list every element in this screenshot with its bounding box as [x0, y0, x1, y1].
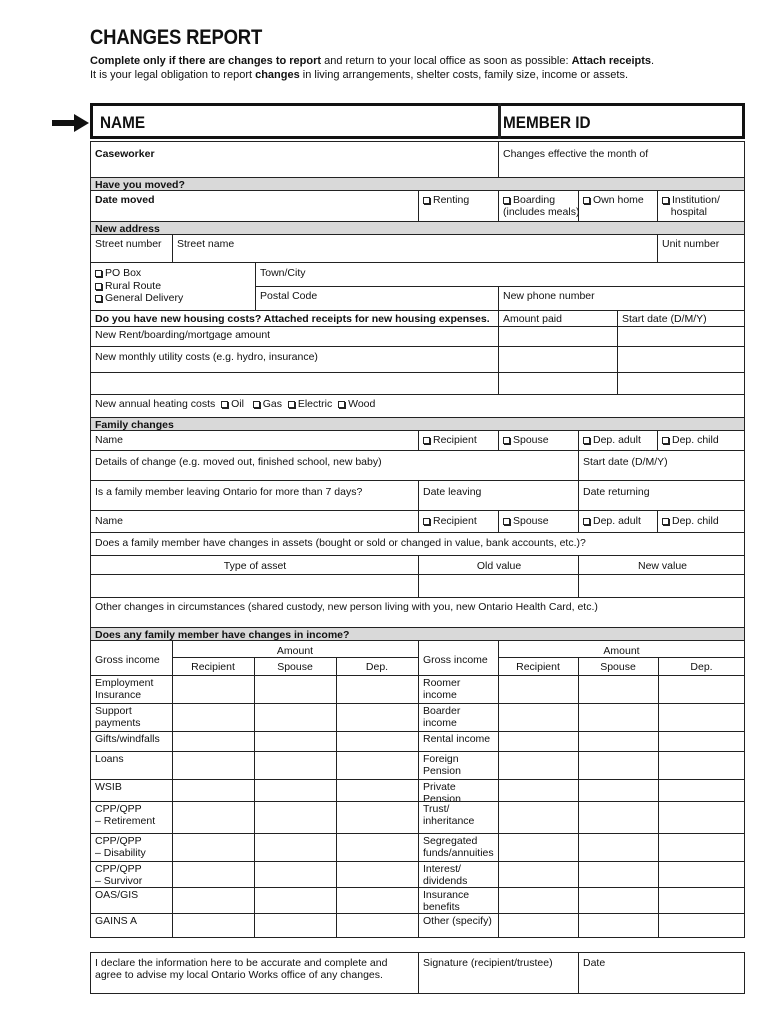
page-title: CHANGES REPORT: [90, 26, 263, 49]
recipient-col-right: Recipient: [516, 661, 560, 673]
postal-code-field[interactable]: Postal Code: [260, 290, 318, 302]
assets-question: Does a family member have changes in assets (bought or sold or changed in value, bank accounts, etc.)?: [95, 537, 586, 549]
own-home-checkbox[interactable]: Own home: [580, 192, 647, 208]
family-name-field[interactable]: Name: [95, 434, 124, 446]
income-row-label: Boarder income: [423, 705, 461, 729]
income-row-label: GAINS A: [95, 915, 138, 927]
income-row-label: Foreign Pension: [423, 753, 461, 777]
income-row-label: CPP/QPP – Survivor: [95, 863, 143, 887]
income-row-label: Segregated funds/annuities: [423, 835, 494, 859]
recipient-col-left: Recipient: [191, 661, 235, 673]
member-id-field[interactable]: MEMBER ID: [503, 113, 591, 132]
town-city-field[interactable]: Town/City: [260, 267, 306, 279]
leaving-ontario-field[interactable]: Is a family member leaving Ontario for more than 7 days?: [95, 486, 363, 498]
dep-child-checkbox[interactable]: Dep. child: [659, 432, 722, 448]
family-section-heading: Family changes: [95, 419, 174, 431]
income-row-label: WSIB: [95, 781, 122, 793]
income-row-label: Employment Insurance: [95, 677, 154, 701]
income-row-label: Interest/ dividends: [423, 863, 468, 887]
street-name-field[interactable]: Street name: [177, 238, 235, 250]
dep-child2-checkbox[interactable]: Dep. child: [659, 513, 722, 529]
renting-checkbox[interactable]: Renting: [420, 192, 472, 208]
date-returning-field[interactable]: Date returning: [583, 486, 650, 498]
spouse-checkbox[interactable]: Spouse: [500, 432, 552, 448]
amount-right-label: Amount: [603, 645, 640, 657]
institution-checkbox[interactable]: Institution/ hospital: [659, 192, 723, 220]
income-row-label: Rental income: [423, 733, 491, 745]
income-row-label: Roomer income: [423, 677, 461, 701]
address-section-heading: New address: [95, 223, 160, 235]
delivery-type-checkboxes[interactable]: PO Box Rural Route General Delivery: [92, 265, 186, 307]
type-of-asset-label: Type of asset: [223, 560, 287, 572]
housing-section-heading: Do you have new housing costs? Attached receipts for new housing expenses.: [95, 313, 490, 325]
utility-field[interactable]: New monthly utility costs (e.g. hydro, insurance): [95, 351, 318, 363]
start-date-label: Start date (D/M/Y): [622, 313, 707, 325]
income-row-label: CPP/QPP – Retirement: [95, 803, 156, 827]
date-field[interactable]: Date: [583, 957, 606, 969]
recipient2-checkbox[interactable]: Recipient: [420, 513, 480, 529]
old-value-label: Old value: [476, 560, 522, 572]
family-start-date-field[interactable]: Start date (D/M/Y): [583, 456, 668, 468]
rent-field[interactable]: New Rent/boarding/mortgage amount: [95, 329, 271, 341]
date-moved-field[interactable]: Date moved: [95, 194, 155, 206]
dep-col-left: Dep.: [365, 661, 389, 673]
intro-text: Complete only if there are changes to report and return to your local office as soon as possible: Attach receipts. It is your legal obligation to report changes in living arrangements, shelter costs, family size, income or assets.: [90, 55, 655, 81]
new-value-label: New value: [637, 560, 688, 572]
gross-income-right-label: Gross income: [423, 654, 488, 666]
spouse-col-right: Spouse: [600, 661, 636, 673]
declaration-text: I declare the information here to be accurate and complete and agree to advise my local Ontario Works office of any changes.: [95, 957, 388, 981]
date-leaving-field[interactable]: Date leaving: [423, 486, 482, 498]
amount-left-label: Amount: [276, 645, 314, 657]
new-phone-field[interactable]: New phone number: [503, 290, 595, 302]
name-field[interactable]: NAME: [100, 113, 146, 132]
amount-paid-label: Amount paid: [503, 313, 562, 325]
gross-income-left-label: Gross income: [95, 654, 160, 666]
caseworker-field[interactable]: Caseworker: [95, 148, 155, 160]
income-row-label: Trust/ inheritance: [423, 803, 475, 827]
dep-adult2-checkbox[interactable]: Dep. adult: [580, 513, 644, 529]
dep-adult-checkbox[interactable]: Dep. adult: [580, 432, 644, 448]
heating-field[interactable]: New annual heating costs Oil Gas Electric Wood: [95, 398, 376, 410]
spouse2-checkbox[interactable]: Spouse: [500, 513, 552, 529]
moved-section-heading: Have you moved?: [95, 179, 185, 191]
arrow-right-icon: [50, 113, 90, 133]
income-row-label: CPP/QPP – Disability: [95, 835, 146, 859]
other-changes-field[interactable]: Other changes in circumstances (shared custody, new person living with you, new Ontario Health Card, etc.): [95, 601, 598, 613]
dep-col-right: Dep.: [690, 661, 713, 673]
income-row-label: OAS/GIS: [95, 889, 139, 901]
unit-number-field[interactable]: Unit number: [662, 238, 720, 250]
income-row-label: Loans: [95, 753, 124, 765]
changes-effective-field[interactable]: Changes effective the month of: [503, 148, 649, 160]
income-row-label: Other (specify): [423, 915, 492, 927]
recipient-checkbox[interactable]: Recipient: [420, 432, 480, 448]
income-row-label: Private Pension: [423, 781, 461, 805]
signature-field[interactable]: Signature (recipient/trustee): [423, 957, 553, 969]
street-number-field[interactable]: Street number: [95, 238, 162, 250]
income-row-label: Insurance benefits: [423, 889, 470, 913]
name-member-box: [90, 103, 745, 139]
income-row-label: Support payments: [95, 705, 141, 729]
family-name2-field[interactable]: Name: [95, 515, 124, 527]
boarding-checkbox[interactable]: Boarding (includes meals): [503, 194, 580, 218]
spouse-col-left: Spouse: [277, 661, 313, 673]
income-row-label: Gifts/windfalls: [95, 733, 160, 745]
details-field[interactable]: Details of change (e.g. moved out, finished school, new baby): [95, 456, 382, 468]
income-section-heading: Does any family member have changes in income?: [95, 629, 350, 641]
